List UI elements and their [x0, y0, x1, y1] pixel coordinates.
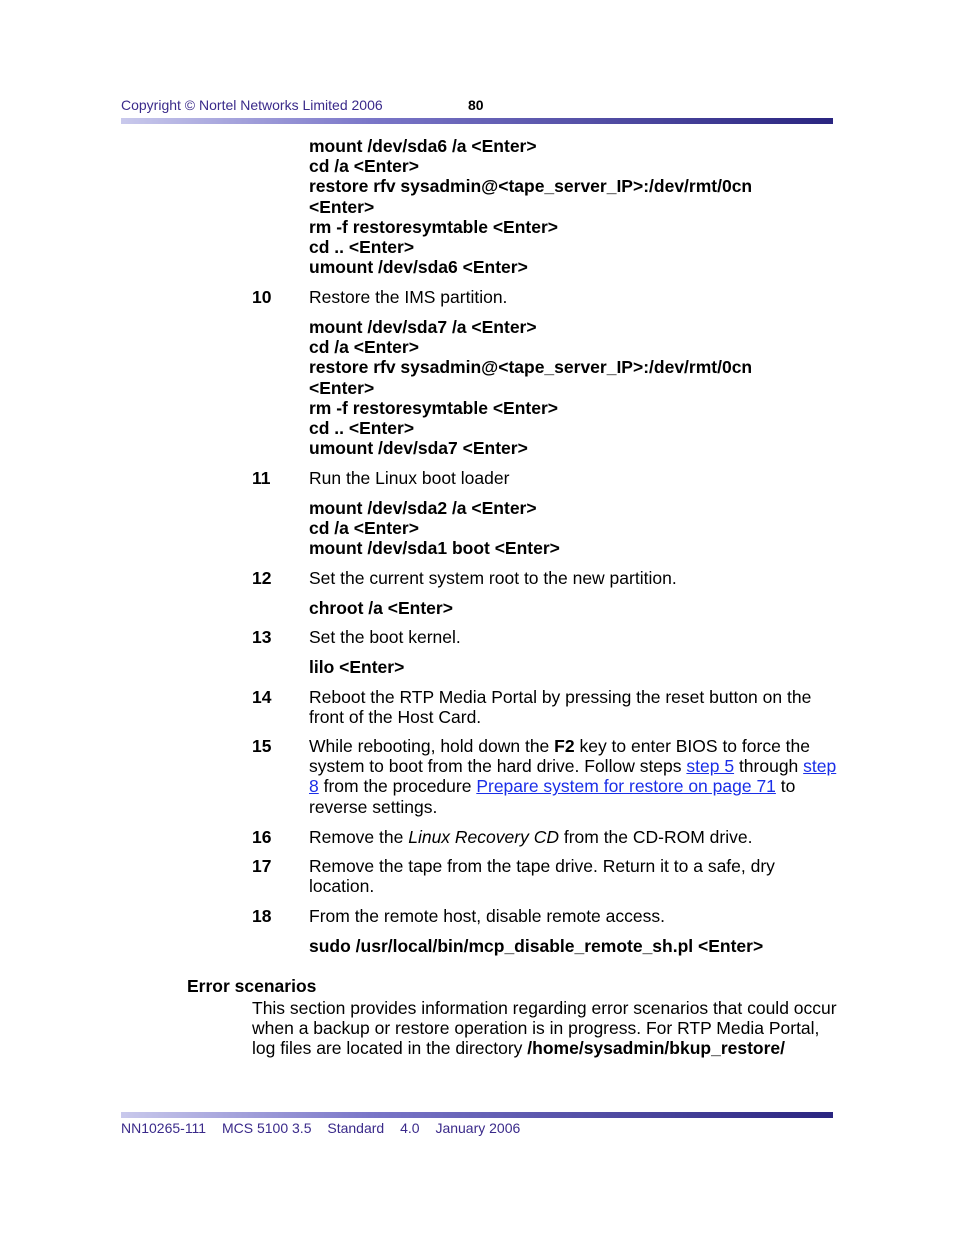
- page-footer: [121, 1120, 532, 1136]
- page-header: [121, 97, 484, 113]
- command-line: cd /a <Enter>: [309, 156, 419, 177]
- command-line: mount /dev/sda7 /a <Enter>: [309, 317, 537, 337]
- step-text: Restore the IMS partition.: [309, 287, 508, 307]
- page-number: 80: [468, 97, 484, 113]
- text-run: through: [734, 756, 804, 777]
- step-number: 12: [252, 568, 272, 588]
- command-line: rm -f restoresymtable <Enter>: [309, 216, 558, 237]
- product-name: MCS 5100 3.5: [221, 1120, 312, 1136]
- step-number: 15: [252, 736, 272, 756]
- command-line: chroot /a <Enter>: [309, 598, 453, 618]
- step-number: 16: [252, 827, 272, 847]
- step-text: [309, 827, 837, 847]
- command-line: mount /dev/sda1 boot <Enter>: [309, 538, 560, 559]
- section-paragraph: [252, 998, 837, 1059]
- command-line: <Enter>: [309, 377, 375, 398]
- step-number: 14: [252, 687, 272, 707]
- text-run: to reverse settings.: [309, 776, 796, 817]
- step-text: Remove the tape from the tape drive. Return it to a safe, dry location.: [309, 856, 775, 897]
- step-text: Set the current system root to the new partition.: [309, 568, 677, 588]
- command-line: umount /dev/sda7 <Enter>: [309, 438, 528, 459]
- command-block: [309, 936, 763, 956]
- command-line: restore rfv sysadmin@<tape_server_IP>:/dev/rmt/0cn: [309, 357, 753, 378]
- step-5-link[interactable]: step 5: [686, 756, 735, 777]
- step-number: 17: [252, 856, 272, 876]
- step-number: 11: [252, 468, 271, 488]
- copyright-text: Copyright © Nortel Networks Limited 2006: [121, 97, 383, 113]
- step-text: From the remote host, disable remote access.: [309, 906, 665, 926]
- command-line: mount /dev/sda6 /a <Enter>: [309, 136, 537, 156]
- step-number: 13: [252, 627, 272, 647]
- paragraph-text: This section provides information regarding error scenarios that could occur when a backup or restore operation is in progress. For RTP Media Portal, log files are located in the directory: [252, 998, 837, 1059]
- command-line: lilo <Enter>: [309, 657, 405, 677]
- step-number: 10: [252, 287, 272, 307]
- doc-version: 4.0: [400, 1120, 420, 1136]
- directory-path: /home/sysadmin/bkup_restore/: [527, 1038, 786, 1059]
- procedure-link[interactable]: Prepare system for restore on page 71: [476, 776, 776, 797]
- command-line: sudo /usr/local/bin/mcp_disable_remote_sh.pl <Enter>: [309, 936, 764, 956]
- section-heading: Error scenarios: [187, 976, 317, 996]
- text-run: from the procedure: [318, 776, 477, 797]
- key-name: F2: [554, 736, 575, 756]
- doc-id: NN10265-111: [121, 1120, 207, 1136]
- command-line: mount /dev/sda2 /a <Enter>: [309, 498, 537, 518]
- command-block: [309, 598, 453, 618]
- step-text: Set the boot kernel.: [309, 627, 461, 647]
- footer-rule: [121, 1112, 833, 1118]
- step-text: Run the Linux boot loader: [309, 468, 510, 488]
- step-8-link[interactable]: step 8: [309, 756, 837, 797]
- emphasis: Linux Recovery CD: [408, 827, 559, 847]
- command-block: [309, 657, 404, 677]
- command-block: [309, 498, 560, 559]
- step-text: [309, 736, 837, 817]
- text-run: Remove the: [309, 827, 409, 847]
- command-block: [309, 317, 752, 458]
- command-line: cd /a <Enter>: [309, 337, 419, 358]
- step-text: Reboot the RTP Media Portal by pressing the reset button on the front of the Host Card.: [309, 687, 812, 728]
- command-line: umount /dev/sda6 <Enter>: [309, 257, 528, 278]
- step-number: 18: [252, 906, 272, 926]
- command-line: cd /a <Enter>: [309, 518, 419, 539]
- doc-status: Standard: [327, 1120, 385, 1136]
- command-line: <Enter>: [309, 196, 375, 217]
- command-line: cd .. <Enter>: [309, 236, 415, 257]
- command-line: rm -f restoresymtable <Enter>: [309, 397, 558, 418]
- command-line: restore rfv sysadmin@<tape_server_IP>:/dev/rmt/0cn: [309, 176, 753, 197]
- command-block: [309, 136, 752, 277]
- command-line: cd .. <Enter>: [309, 417, 415, 438]
- text-run: key to enter BIOS to force the system to boot from the hard drive. Follow steps: [309, 736, 810, 777]
- text-run: While rebooting, hold down the: [309, 736, 555, 756]
- header-rule: [121, 118, 833, 124]
- doc-date: January 2006: [435, 1120, 521, 1136]
- text-run: from the CD-ROM drive.: [558, 827, 753, 847]
